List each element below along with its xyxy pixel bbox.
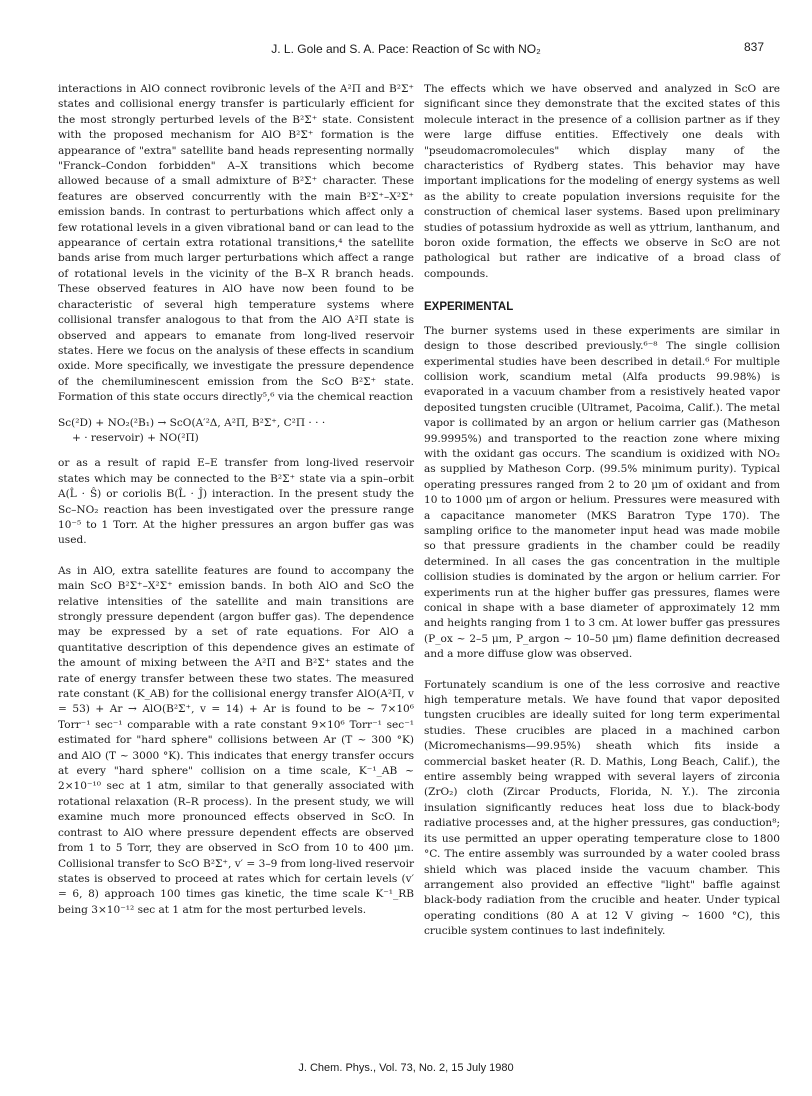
reaction-equation — [58, 416, 414, 447]
right-paragraph-2: The burner systems used in these experiments are similar in design to those described previously.⁶⁻⁸ The single collision experimental studies have been described in detail.⁶ For multiple collision work, scandium metal (Alfa products 99.98%) is evaporated in a vacuum chamber from a resistively heated vapor deposited tungsten crucible (Ultramet, Pacoima, Calif.). The metal vapor is collimated by an argon or helium carrier gas (Matheson 99.9995%) and transported to the reaction zone where mixing with the oxidant gas occurs. The scandium is oxidized with NO₂ as supplied by Matheson Corp. (99.5% minimum purity). Typical operating pressures ranged from 2 to 20 μm of oxidant and from 10 to 1000 μm of argon or helium. Pressures were measured with a capacitance manometer (MKS Baratron Type 170). The sampling orifice to the manometer input head was made mobile so that pressure gradients in the chamber could be readily determined. In all cases the gas concentration in the multiple collision studies is dominated by the argon or helium carrier. For experiments run at the higher buffer gas pressures, flames were conical in shape with a base diameter of approximately 12 mm and heights ranging from 1 to 3 cm. At lower buffer gas pressures (P_ox ~ 2–5 μm, P_argon ~ 10–50 μm) flame definition decreased and a more diffuse glow was observed. — [424, 324, 780, 661]
right-paragraph-3: Fortunately scandium is one of the less corrosive and reactive high temperature metals. We have found that vapor deposited tungsten crucibles are ideally suited for long term experimental studies. These crucibles are placed in a machined carbon (Micromechanisms—99.95%) sheath which fits inside a commercial basket heater (R. D. Mathis, Long Beach, Calif.), the entire assembly being wrapped with several layers of zirconia (ZrO₂) cloth (Zircar Products, Florida, N. Y.). The zirconia insulation significantly reduces heat loss due to black-body radiative processes and, at the higher pressures, gas conduction⁸; its use permitted an upper operating temperature close to 1800 °C. The entire assembly was surrounded by a water cooled brass shield which was placed inside the vacuum chamber. This arrangement also provided an effective "light" baffle against black-body radiation from the crucible and heater. Under typical operating conditions (80 A at 12 V giving ~ 1600 °C), this crucible system continues to last indefinitely. — [424, 678, 780, 938]
left-column — [58, 82, 414, 918]
equation-line-2: + · reservoir) + NO(²Π) — [72, 431, 199, 444]
left-paragraph-3: As in AlO, extra satellite features are found to accompany the main ScO B²Σ⁺–X²Σ⁺ emission bands. In both AlO and ScO the relative intensities of the satellite and main transitions are strongly pressure dependent (argon buffer gas). The dependence may be expressed by a set of rate equations. For AlO a quantitative description of this dependence gives an estimate of the amount of mixing between the A²Π and B²Σ⁺ states and the rate of energy transfer between these two states. The measured rate constant (K_AB) for the collisional energy transfer AlO(A²Π, v = 53) + Ar → AlO(B²Σ⁺, v = 14) + Ar is found to be ~ 7×10⁶ Torr⁻¹ sec⁻¹ comparable with a rate constant 9×10⁶ Torr⁻¹ sec⁻¹ estimated for "hard sphere" collisions between Ar (T ~ 300 °K) and AlO (T ~ 3000 °K). This indicates that energy transfer occurs at every "hard sphere" collision on a time scale, K⁻¹_AB ~ 2×10⁻¹⁰ sec at 1 atm, similar to that generally associated with rotational relaxation (R–R process). In the present study, we will examine much more pronounced effects observed in ScO. In contrast to AlO where pressure dependent effects are observed from 1 to 5 Torr, they are observed in ScO from 10 to 400 μm. Collisional transfer to ScO B²Σ⁺, v′ = 3–9 from long-lived reservoir states is observed to proceed at rates which for certain levels (v′ = 6, 8) approach 100 times gas kinetic, the time scale K⁻¹_RB being 3×10⁻¹² sec at 1 atm for the most perturbed levels. — [58, 564, 414, 916]
right-paragraph-1: The effects which we have observed and analyzed in ScO are significant since they demonstrate that the excited states of this molecule interact in the presence of a collision partner as if they were large diffuse entities. Effectively one deals with "pseudomacromolecules" which display many of the characteristics of Rydberg states. This behavior may have important implications for the modeling of energy systems as well as the ability to create population inversions requisite for the construction of chemical laser systems. Based upon preliminary studies of potassium hydroxide as well as yttrium, lanthanum, and boron oxide formation, the effects we observe in ScO are not pathological but rather are indicative of a broad class of compounds. — [424, 83, 780, 280]
right-column — [424, 82, 780, 940]
running-head: J. L. Gole and S. A. Pace: Reaction of Sc with NO₂ — [271, 42, 541, 56]
page-number: 837 — [744, 40, 765, 54]
section-title-experimental: EXPERIMENTAL — [424, 301, 514, 314]
left-paragraph-1: interactions in AlO connect rovibronic levels of the A²Π and B²Σ⁺ states and collisional energy transfer is particularly efficient for the most strongly perturbed levels of the B²Σ⁺ state. Consistent with the proposed mechanism for AlO B²Σ⁺ formation is the appearance of "extra" satellite band heads representing normally "Franck–Condon forbidden" A–X transitions which become allowed because of a small admixture of B²Σ⁺ character. These features are observed concurrently with the main B²Σ⁺–X²Σ⁺ emission bands. In contrast to perturbations which affect only a few rotational levels in a given vibrational band or can lead to the appearance of certain extra rotational transitions,⁴ the satellite bands arise from much larger perturbations which affect a range of rotational levels in the vicinity of the B–X R branch heads. These observed features in AlO have now been found to be characteristic of several high temperature systems where collisional transfer analogous to that from the AlO A²Π state is observed and appears to emanate from long-lived reservoir states. Here we focus on the analysis of these effects in scandium oxide. More specifically, we investigate the pressure dependence of the chemiluminescent emission from the ScO B²Σ⁺ state. Formation of this state occurs directly⁵,⁶ via the chemical reaction — [58, 83, 414, 404]
journal-citation-footer: J. Chem. Phys., Vol. 73, No. 2, 15 July 1980 — [298, 1062, 514, 1074]
left-paragraph-2: or as a result of rapid E–E transfer from long-lived reservoir states which may be connected to the B²Σ⁺ state via a spin–orbit A(L̂ · Ŝ) or coriolis B(L̂ · Ĵ) interaction. In the present study the Sc–NO₂ reaction has been investigated over the pressure range 10⁻⁵ to 1 Torr. At the higher pressures an argon buffer gas was used. — [58, 457, 414, 547]
equation-line-1: Sc(²D) + NO₂(²B₁) → ScO(A′²Δ, A²Π, B²Σ⁺, C²Π · · · — [58, 416, 326, 429]
